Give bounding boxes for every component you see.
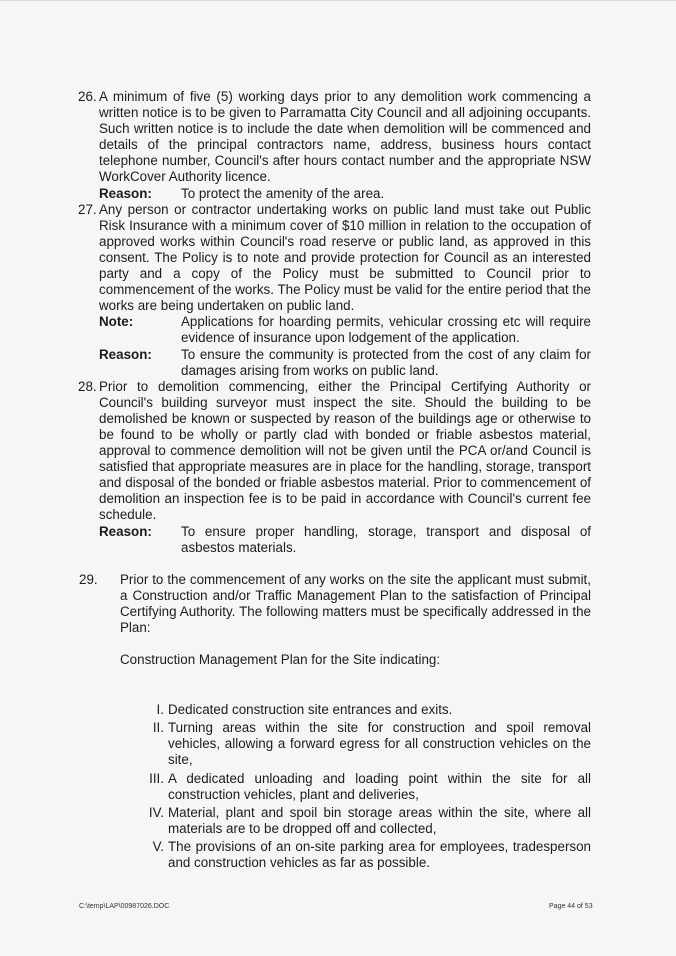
- note-text: Applications for hoarding permits, vehicular crossing etc will require evidence of insurance upon lodgement of the application.: [181, 314, 591, 346]
- list-item: [148, 804, 591, 837]
- list-item: [149, 770, 591, 803]
- condition-28-reason: [99, 524, 591, 556]
- reason-label: Reason:: [99, 346, 152, 362]
- condition-text: Prior to the commencement of any works on the site the applicant must submit, a Construction and/or Traffic Management Plan to the satisfaction of Principal Certifying Authority. The following matters must be specifically addressed in the Plan:: [120, 571, 591, 635]
- condition-number: 26.: [78, 89, 97, 104]
- list-item-text: Material, plant and spoil bin storage areas within the site, where all materials are to be dropped off and collected,: [168, 804, 591, 836]
- note-label: Note:: [99, 314, 134, 330]
- footer-page-number: Page 44 of 53: [549, 903, 593, 910]
- list-numeral: II.: [152, 720, 164, 736]
- spacer: [78, 556, 591, 572]
- list-item: [152, 720, 591, 768]
- list-numeral: III.: [149, 770, 164, 786]
- list-item-text: Turning areas within the site for construction and spoil removal vehicles, allowing a forward egress for all construction vehicles on the site,: [168, 720, 591, 768]
- condition-number: 28.: [78, 378, 97, 394]
- list-numeral: V.: [152, 838, 164, 854]
- condition-26: [78, 89, 591, 186]
- reason-text: To ensure the community is protected from the cost of any claim for damages arising from works on public land.: [181, 346, 591, 378]
- reason-label: Reason:: [99, 185, 152, 201]
- list-item-text: The provisions of an on-site parking area for employees, tradesperson and construction vehicles as far as possible.: [168, 838, 591, 871]
- condition-number: 27.: [78, 201, 97, 217]
- condition-27: [78, 202, 591, 315]
- list-numeral: IV.: [148, 804, 164, 820]
- condition-subheading: Construction Management Plan for the Site indicating:: [120, 652, 441, 668]
- condition-27-reason: [99, 347, 591, 379]
- list-item-text: A dedicated unloading and loading point within the site for all construction vehicles, plant and deliveries,: [168, 770, 591, 802]
- reason-text: To ensure proper handling, storage, transport and disposal of asbestos materials.: [181, 523, 591, 555]
- condition-number: 29.: [79, 571, 98, 587]
- condition-text: Prior to demolition commencing, either the Principal Certifying Authority or Council's building surveyor must inspect the site. Should the building to be demolished be known or suspected by reason of the buildings age or otherwise to be found to be wholly or partly clad with bonded or friable asbestos material, approval to commence demolition will not be given until the PCA or/and Council is satisfied that appropriate measures are in place for the handling, storage, transport and disposal of the bonded or friable asbestos material. Prior to commencement of demolition an inspection fee is to be paid in accordance with Council's current fee schedule.: [99, 378, 591, 523]
- reason-label: Reason:: [99, 523, 152, 539]
- condition-text: Any person or contractor undertaking works on public land must take out Public Risk Insurance with a minimum cover of $10 million in relation to the occupation of approved works within Council's road reserve or public land, as approved in this consent. The Policy is to note and provide protection for Council as an interested party and a copy of the Policy must be submitted to Council prior to commencement of the works. The Policy must be valid for the entire period that the works are being undertaken on public land.: [99, 201, 591, 314]
- condition-26-reason: [99, 186, 591, 202]
- condition-27-note: [99, 314, 591, 346]
- condition-28: [78, 379, 591, 524]
- list-item: [152, 838, 591, 871]
- list-item: [156, 702, 591, 718]
- reason-text: To protect the amenity of the area.: [181, 185, 385, 201]
- conditions-body: [78, 89, 591, 873]
- list-item-text: Dedicated construction site entrances and exits.: [168, 702, 453, 718]
- list-numeral: I.: [156, 702, 164, 718]
- management-plan-list: [120, 702, 591, 871]
- condition-29: [78, 572, 591, 871]
- footer-file-path: C:\temp\LAP\00987026.DOC: [79, 903, 170, 910]
- condition-text: A minimum of five (5) working days prior to any demolition work commencing a written notice is to be given to Parramatta City Council and all adjoining occupants. Such written notice is to include the date when demolition will be commenced and details of the principal contractors name, address, business hours contact telephone number, Council's after hours contact number and the appropriate NSW WorkCover Authority licence.: [99, 89, 591, 185]
